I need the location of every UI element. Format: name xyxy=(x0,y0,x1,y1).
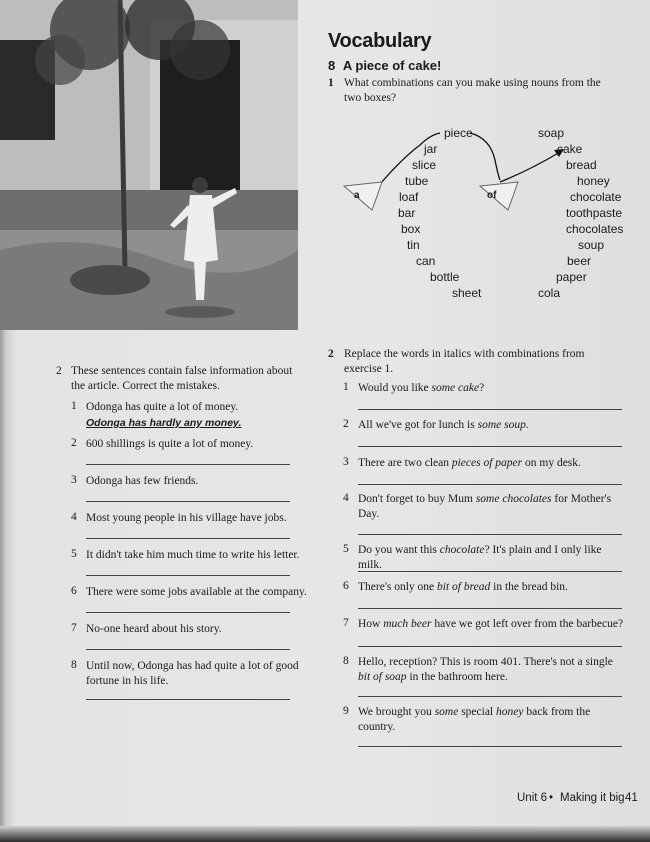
answer-line xyxy=(358,409,622,410)
vocab-item-text xyxy=(358,543,628,573)
left-item-number: 4 xyxy=(71,511,77,523)
item-text-b: special xyxy=(458,706,497,718)
item-text-a: We brought you xyxy=(358,706,435,718)
item-text-italic: some cake xyxy=(431,382,480,394)
vocab-item-text xyxy=(358,456,628,471)
item-text-b: ? xyxy=(479,382,485,394)
left-ex-instruction-line1: These sentences contain false information about xyxy=(71,365,293,377)
answer-line xyxy=(358,484,622,485)
vocab-item-number: 4 xyxy=(343,492,349,504)
left-item-line1: Most young people in his village have jobs. xyxy=(86,512,287,524)
item-text-b: . xyxy=(525,419,529,431)
ex1-number: 1 xyxy=(328,77,334,89)
left-word: tin xyxy=(407,238,420,252)
left-word: tube xyxy=(405,174,429,188)
right-word: toothpaste xyxy=(566,206,623,220)
item-text-a: Would you like xyxy=(358,382,432,394)
left-word: jar xyxy=(424,142,438,156)
page-edge-shadow xyxy=(0,826,650,842)
answer-line xyxy=(358,534,622,535)
ex2-instruction-line2: exercise 1. xyxy=(344,363,394,375)
left-word: bar xyxy=(398,206,416,220)
answer-line xyxy=(358,608,622,609)
answer-line xyxy=(86,538,290,539)
left-item-number: 3 xyxy=(71,474,77,486)
right-word: bread xyxy=(566,158,597,172)
left-item-text xyxy=(86,437,311,452)
answer-line xyxy=(358,746,622,747)
footer-topic: Making it big xyxy=(560,792,625,804)
left-item-line2: fortune in his life. xyxy=(86,675,169,687)
vocab-item-text xyxy=(358,617,628,632)
left-item-line1: Until now, Odonga has had quite a lot of good xyxy=(86,660,299,672)
item-text-b: in the bathroom here. xyxy=(406,671,508,683)
item-text-italic: some xyxy=(434,706,459,718)
photo-man-walking xyxy=(0,0,298,330)
answer-line xyxy=(358,696,622,697)
ex1-instruction-line2: two boxes? xyxy=(344,92,397,104)
answer-line xyxy=(86,612,290,613)
vocab-item-number: 7 xyxy=(343,617,349,629)
vocab-item-number: 2 xyxy=(343,418,349,430)
item-text-a: Don't forget to buy Mum xyxy=(358,493,476,505)
left-item-line1: There were some jobs available at the company. xyxy=(86,586,307,598)
vocab-item-line1 xyxy=(358,492,628,507)
left-word: can xyxy=(416,254,436,268)
photo-illustration xyxy=(0,0,298,330)
right-word: soap xyxy=(538,126,565,140)
item-text-b: on my desk. xyxy=(522,457,581,469)
left-item-line1: Odonga has few friends. xyxy=(86,475,199,487)
section-title: A piece of cake! xyxy=(342,58,442,73)
item-text-italic: pieces of paper xyxy=(451,457,523,469)
item-text-a: There's only one xyxy=(358,581,438,593)
left-item-text xyxy=(86,622,311,637)
answer-line xyxy=(86,699,290,700)
left-ex-instruction-line2: the article. Correct the mistakes. xyxy=(71,380,220,392)
vocab-item-line1 xyxy=(358,580,628,595)
left-item-text xyxy=(86,659,311,689)
right-word: honey xyxy=(577,174,610,188)
left-item-number: 7 xyxy=(71,622,77,634)
item-text-b: in the bread bin. xyxy=(490,581,568,593)
item-text-italic: much beer xyxy=(383,618,432,630)
ex1-instruction-line1: What combinations can you make using nouns from the xyxy=(344,77,601,89)
vocab-item-text xyxy=(358,655,628,685)
item-text-italic: bit of bread xyxy=(437,581,491,593)
left-word: box xyxy=(401,222,421,236)
item-text-a: Do you want this xyxy=(358,544,440,556)
answer-line xyxy=(86,575,290,576)
vocab-item-line1 xyxy=(358,543,628,573)
vocab-item-text xyxy=(358,580,628,595)
right-word: cake xyxy=(557,142,583,156)
vocab-item-number: 5 xyxy=(343,543,349,555)
item-text-italic2: honey xyxy=(496,706,524,718)
item-text-a: There are two clean xyxy=(358,457,452,469)
left-word: slice xyxy=(412,158,437,172)
item-text-a: How xyxy=(358,618,384,630)
box-of-label: of xyxy=(487,190,497,201)
left-item-number: 8 xyxy=(71,659,77,671)
answer-line xyxy=(86,464,290,465)
vocab-item-number: 9 xyxy=(343,705,349,717)
left-item-text xyxy=(86,585,311,600)
ex2-instruction xyxy=(344,347,585,377)
left-item-text xyxy=(86,400,311,415)
left-word: sheet xyxy=(452,286,482,300)
right-word: chocolate xyxy=(570,190,622,204)
vocab-item-line2: country. xyxy=(358,721,396,733)
left-item-number: 6 xyxy=(71,585,77,597)
item-text-italic: bit of soap xyxy=(358,671,407,683)
answer-line xyxy=(86,649,290,650)
vocab-item-text xyxy=(358,492,628,522)
section-heading xyxy=(328,58,441,73)
item-text-italic: some soup xyxy=(477,419,526,431)
vocab-item-line2 xyxy=(358,670,628,685)
left-item-number: 1 xyxy=(71,400,77,412)
item-text-italic: chocolate xyxy=(439,544,485,556)
left-word: loaf xyxy=(399,190,419,204)
answer-line xyxy=(358,571,622,572)
left-item-number: 2 xyxy=(71,437,77,449)
footer-unit: Unit 6 xyxy=(517,792,548,804)
vocab-item-line1 xyxy=(358,381,628,396)
right-word: cola xyxy=(538,286,561,300)
left-item-line1: 600 shillings is quite a lot of money. xyxy=(86,438,254,450)
vocab-item-line2: Day. xyxy=(358,508,380,520)
item-text-italic: some chocolates xyxy=(475,493,552,505)
left-item-line1: Odonga has quite a lot of money. xyxy=(86,401,239,413)
item-text-b2: back from the xyxy=(523,706,591,718)
example-answer: Odonga has hardly any money. xyxy=(86,417,242,429)
ex1-instruction xyxy=(344,76,601,106)
left-word: piece xyxy=(444,126,473,140)
vocab-item-line1 xyxy=(358,617,628,632)
left-item-text xyxy=(86,474,311,489)
answer-line xyxy=(86,501,290,502)
vocab-item-number: 1 xyxy=(343,381,349,393)
answer-line xyxy=(358,446,622,447)
box-a-label: a xyxy=(354,190,360,201)
right-word: soup xyxy=(578,238,605,252)
left-ex-number: 2 xyxy=(56,365,62,377)
item-text-a: All we've got for lunch is xyxy=(358,419,478,431)
item-text-b: ? It's plain and I only like milk. xyxy=(358,544,602,571)
vocab-item-line1 xyxy=(358,418,628,433)
left-item-line1: No-one heard about his story. xyxy=(86,623,222,635)
answer-line xyxy=(358,646,622,647)
left-item-text xyxy=(86,511,311,526)
item-text-a: Hello, reception? This is room 401. There's not a single xyxy=(358,656,613,668)
ex2-number: 2 xyxy=(328,348,334,360)
vocab-item-number: 3 xyxy=(343,456,349,468)
item-text-b: for Mother's xyxy=(551,493,612,505)
right-word: chocolates xyxy=(566,222,624,236)
vocab-item-line1 xyxy=(358,456,628,471)
ex2-instruction-line1: Replace the words in italics with combinations from xyxy=(344,348,585,360)
left-item-line1: It didn't take him much time to write his letter. xyxy=(86,549,300,561)
vocab-item-text xyxy=(358,705,628,735)
right-word: beer xyxy=(567,254,592,268)
page-title: Vocabulary xyxy=(328,30,432,52)
right-word: paper xyxy=(556,270,587,284)
item-text-b: have we got left over from the barbecue? xyxy=(431,618,624,630)
vocab-item-line1 xyxy=(358,655,628,670)
section-number: 8 xyxy=(328,58,336,73)
vocab-item-number: 6 xyxy=(343,580,349,592)
left-item-number: 5 xyxy=(71,548,77,560)
left-word: bottle xyxy=(430,270,460,284)
vocab-item-number: 8 xyxy=(343,655,349,667)
page-number: 41 xyxy=(625,792,638,804)
vocab-item-text xyxy=(358,418,628,433)
left-ex-instruction xyxy=(71,364,292,394)
footer-bullet: • xyxy=(549,792,554,804)
left-item-text xyxy=(86,548,311,563)
vocab-item-text xyxy=(358,381,628,396)
vocab-item-line1 xyxy=(358,705,628,720)
